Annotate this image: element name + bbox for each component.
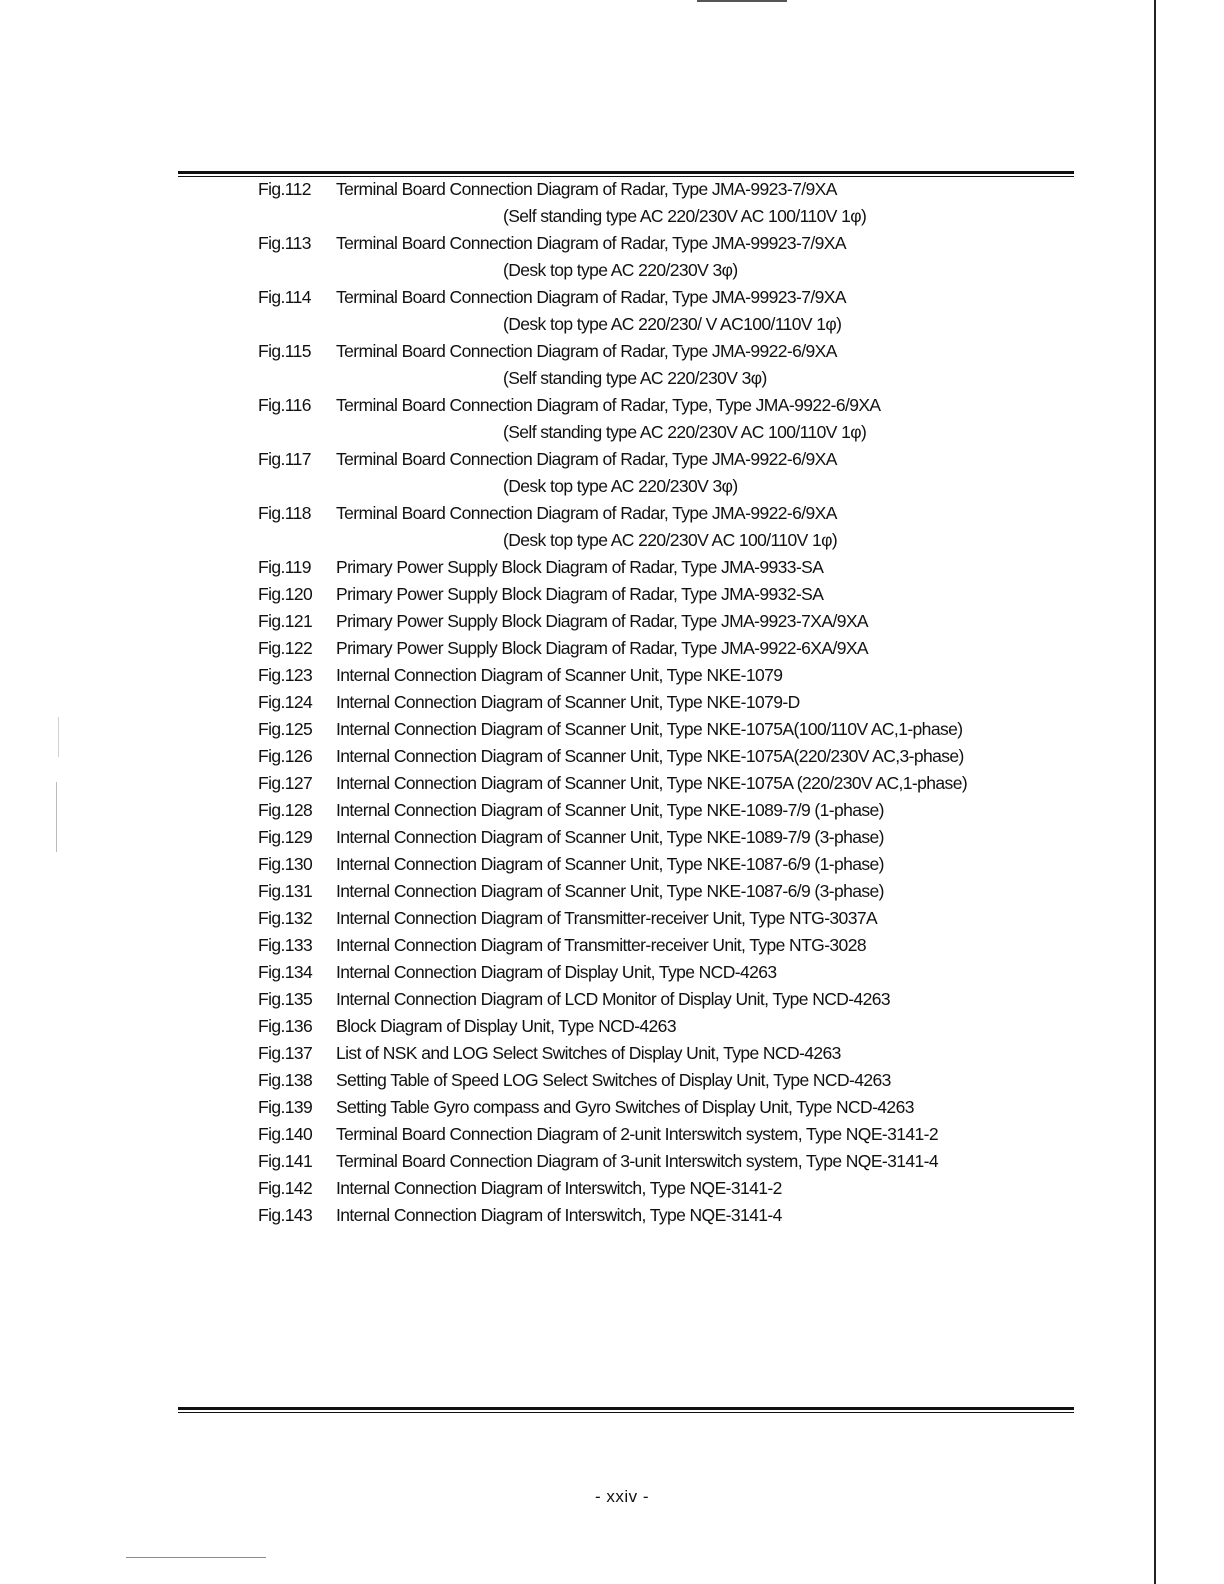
figure-title: Setting Table of Speed LOG Select Switches of Display Unit, Type NCD-4263	[336, 1070, 891, 1090]
figure-title: Primary Power Supply Block Diagram of Radar, Type JMA-9933-SA	[336, 557, 824, 577]
figure-title: Internal Connection Diagram of Scanner Unit, Type NKE-1089-7/9 (1-phase)	[336, 800, 884, 820]
list-item	[258, 716, 1058, 743]
figure-title-block	[336, 1040, 841, 1067]
figure-subtitle: (Desk top type AC 220/230V 3φ)	[503, 260, 738, 280]
figure-title-block	[336, 797, 884, 824]
list-item	[258, 1175, 1058, 1202]
figure-title-block	[336, 1013, 676, 1040]
figure-subtitle: (Self standing type AC 220/230V AC 100/110V 1φ)	[503, 422, 867, 442]
figure-title: Internal Connection Diagram of Scanner Unit, Type NKE-1075A(100/110V AC,1-phase)	[336, 719, 963, 739]
figure-number: Fig.125	[258, 719, 313, 739]
figure-number: Fig.120	[258, 584, 313, 604]
figure-title-block	[336, 1121, 938, 1148]
figure-title-block	[336, 392, 881, 446]
figure-number: Fig.135	[258, 989, 313, 1009]
figure-number: Fig.129	[258, 827, 313, 847]
list-item	[258, 1094, 1058, 1121]
list-item	[258, 392, 1058, 446]
figure-title-block	[336, 608, 868, 635]
list-item	[258, 743, 1058, 770]
figure-title-block	[336, 878, 884, 905]
figure-title: Terminal Board Connection Diagram of Radar, Type JMA-9922-6/9XA	[336, 341, 837, 361]
list-item	[258, 230, 1058, 284]
figure-number: Fig.126	[258, 746, 313, 766]
figure-number: Fig.139	[258, 1097, 313, 1117]
figure-title: Internal Connection Diagram of Scanner Unit, Type NKE-1079-D	[336, 692, 800, 712]
figure-number: Fig.124	[258, 692, 313, 712]
list-item	[258, 581, 1058, 608]
list-item	[258, 878, 1058, 905]
figure-number: Fig.116	[258, 395, 311, 415]
figure-title: Internal Connection Diagram of Scanner Unit, Type NKE-1089-7/9 (3-phase)	[336, 827, 884, 847]
figure-title: Internal Connection Diagram of Scanner Unit, Type NKE-1075A(220/230V AC,3-phase)	[336, 746, 964, 766]
figure-title-block	[336, 662, 782, 689]
page-number: - xxiv -	[594, 1487, 650, 1506]
figure-title-block	[336, 581, 823, 608]
scan-edge-top	[697, 0, 787, 2]
figure-title-block	[336, 689, 800, 716]
figure-subtitle: (Self standing type AC 220/230V AC 100/110V 1φ)	[503, 206, 867, 226]
figure-title-block	[336, 500, 837, 554]
list-item	[258, 986, 1058, 1013]
figure-title-block	[336, 770, 967, 797]
figure-subtitle: (Desk top type AC 220/230V AC 100/110V 1φ)	[503, 530, 838, 550]
figure-number: Fig.119	[258, 557, 311, 577]
figure-title: Internal Connection Diagram of Scanner Unit, Type NKE-1087-6/9 (3-phase)	[336, 881, 884, 901]
figure-number: Fig.122	[258, 638, 313, 658]
list-item	[258, 1148, 1058, 1175]
figure-title: Primary Power Supply Block Diagram of Radar, Type JMA-9932-SA	[336, 584, 824, 604]
figure-title: Internal Connection Diagram of Interswitch, Type NQE-3141-4	[336, 1205, 782, 1225]
figure-subtitle: (Self standing type AC 220/230V 3φ)	[503, 368, 767, 388]
scan-mark-left-2	[58, 717, 59, 757]
bottom-link-underline	[126, 1557, 266, 1558]
figure-number: Fig.132	[258, 908, 313, 928]
figure-number: Fig.134	[258, 962, 313, 982]
figure-number: Fig.136	[258, 1016, 313, 1036]
figure-title: Block Diagram of Display Unit, Type NCD-4263	[336, 1016, 676, 1036]
figure-title: Internal Connection Diagram of Scanner Unit, Type NKE-1079	[336, 665, 783, 685]
list-item	[258, 824, 1058, 851]
figure-title-block	[336, 959, 777, 986]
figure-title: Internal Connection Diagram of LCD Monitor of Display Unit, Type NCD-4263	[336, 989, 891, 1009]
figure-number: Fig.115	[258, 341, 311, 361]
figure-number: Fig.141	[258, 1151, 313, 1171]
figure-title: Internal Connection Diagram of Scanner Unit, Type NKE-1075A (220/230V AC,1-phase)	[336, 773, 968, 793]
figure-number: Fig.114	[258, 287, 311, 307]
figure-title: Primary Power Supply Block Diagram of Radar, Type JMA-9923-7XA/9XA	[336, 611, 868, 631]
figure-title-block	[336, 824, 884, 851]
list-item	[258, 1013, 1058, 1040]
figure-number: Fig.133	[258, 935, 313, 955]
list-item	[258, 689, 1058, 716]
figure-title: Terminal Board Connection Diagram of Radar, Type JMA-99923-7/9XA	[336, 287, 846, 307]
figure-title-block	[336, 905, 877, 932]
list-item	[258, 635, 1058, 662]
figure-title-block	[336, 1148, 938, 1175]
figure-title: Terminal Board Connection Diagram of Radar, Type JMA-9922-6/9XA	[336, 449, 837, 469]
figure-title-block	[336, 932, 866, 959]
figure-title: Internal Connection Diagram of Transmitter-receiver Unit, Type NTG-3028	[336, 935, 866, 955]
figure-number: Fig.131	[258, 881, 313, 901]
list-item	[258, 932, 1058, 959]
figure-title: Terminal Board Connection Diagram of 2-unit Interswitch system, Type NQE-3141-2	[336, 1124, 939, 1144]
list-item	[258, 851, 1058, 878]
figure-number: Fig.143	[258, 1205, 313, 1225]
figure-number: Fig.140	[258, 1124, 313, 1144]
scan-edge-right	[1154, 0, 1156, 1584]
list-item	[258, 1202, 1058, 1229]
bottom-double-rule	[178, 1407, 1074, 1413]
figure-title-block	[336, 635, 868, 662]
figure-title-block	[336, 1175, 782, 1202]
figure-number: Fig.117	[258, 449, 311, 469]
figure-number: Fig.123	[258, 665, 313, 685]
figure-title-block	[336, 338, 837, 392]
list-item	[258, 554, 1058, 581]
figure-title: List of NSK and LOG Select Switches of Display Unit, Type NCD-4263	[336, 1043, 841, 1063]
figure-title: Terminal Board Connection Diagram of Radar, Type JMA-9922-6/9XA	[336, 503, 837, 523]
figure-title-block	[336, 446, 837, 500]
figure-title: Internal Connection Diagram of Scanner Unit, Type NKE-1087-6/9 (1-phase)	[336, 854, 884, 874]
figure-title-block	[336, 986, 890, 1013]
figure-title: Terminal Board Connection Diagram of 3-unit Interswitch system, Type NQE-3141-4	[336, 1151, 939, 1171]
list-item	[258, 662, 1058, 689]
figure-number: Fig.113	[258, 233, 311, 253]
list-item	[258, 446, 1058, 500]
figure-title-block	[336, 284, 846, 338]
list-item	[258, 770, 1058, 797]
figure-number: Fig.118	[258, 503, 311, 523]
figure-number: Fig.137	[258, 1043, 313, 1063]
figure-title: Internal Connection Diagram of Display Unit, Type NCD-4263	[336, 962, 777, 982]
figure-title: Terminal Board Connection Diagram of Radar, Type JMA-99923-7/9XA	[336, 233, 846, 253]
figure-title-block	[336, 851, 884, 878]
scan-mark-left	[56, 782, 57, 852]
figure-title-block	[336, 554, 823, 581]
figure-subtitle: (Desk top type AC 220/230/ V AC100/110V 1φ)	[503, 314, 842, 334]
list-item	[258, 1040, 1058, 1067]
figure-number: Fig.142	[258, 1178, 313, 1198]
figure-number: Fig.127	[258, 773, 313, 793]
list-item	[258, 959, 1058, 986]
figure-title: Setting Table Gyro compass and Gyro Switches of Display Unit, Type NCD-4263	[336, 1097, 914, 1117]
figure-title-block	[336, 1202, 782, 1229]
figure-title-block	[336, 176, 866, 230]
figure-number: Fig.128	[258, 800, 313, 820]
list-item	[258, 1067, 1058, 1094]
figure-number: Fig.138	[258, 1070, 313, 1090]
list-item	[258, 338, 1058, 392]
list-item	[258, 284, 1058, 338]
figure-title: Terminal Board Connection Diagram of Radar, Type JMA-9923-7/9XA	[336, 179, 837, 199]
figure-number: Fig.130	[258, 854, 313, 874]
list-item	[258, 1121, 1058, 1148]
figure-number: Fig.121	[258, 611, 313, 631]
figure-title-block	[336, 743, 964, 770]
list-item	[258, 905, 1058, 932]
figure-title: Terminal Board Connection Diagram of Radar, Type, Type JMA-9922-6/9XA	[336, 395, 881, 415]
figure-title-block	[336, 230, 846, 284]
figure-number: Fig.112	[258, 179, 311, 199]
figure-title-block	[336, 1067, 891, 1094]
list-item	[258, 176, 1058, 230]
figure-title-block	[336, 716, 962, 743]
list-item	[258, 608, 1058, 635]
figure-title: Primary Power Supply Block Diagram of Radar, Type JMA-9922-6XA/9XA	[336, 638, 868, 658]
list-item	[258, 797, 1058, 824]
figure-title: Internal Connection Diagram of Transmitter-receiver Unit, Type NTG-3037A	[336, 908, 878, 928]
figure-title: Internal Connection Diagram of Interswitch, Type NQE-3141-2	[336, 1178, 782, 1198]
list-item	[258, 500, 1058, 554]
figure-subtitle: (Desk top type AC 220/230V 3φ)	[503, 476, 738, 496]
figure-list	[258, 176, 1058, 1229]
figure-title-block	[336, 1094, 914, 1121]
